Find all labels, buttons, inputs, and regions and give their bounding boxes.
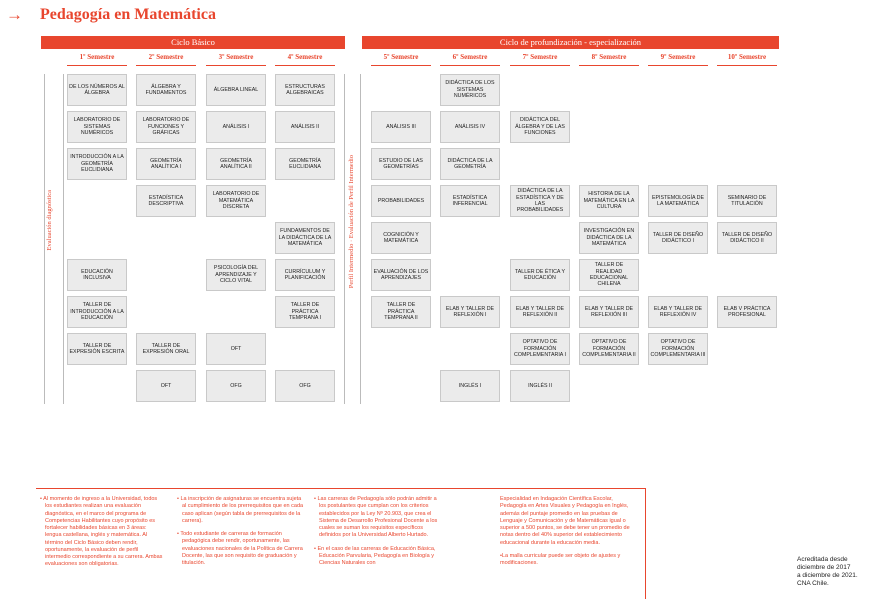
course-cell[interactable]: EDUCACIÓN INCLUSIVA (67, 259, 127, 291)
accreditation-line: diciembre de 2017 (797, 564, 851, 572)
course-cell[interactable]: INGLÉS II (510, 370, 570, 402)
page-title: Pedagogía en Matemática (40, 6, 216, 23)
course-cell[interactable]: ESTADÍSTICA INFERENCIAL (440, 185, 500, 217)
band-ciclo-profundizacion: Ciclo de profundización - especialización (362, 36, 779, 49)
course-cell[interactable]: CURRÍCULUM Y PLANIFICACIÓN (275, 259, 335, 291)
semester-header: 6º Semestre (452, 53, 488, 61)
course-cell[interactable]: EPISTEMOLOGÍA DE LA MATEMÁTICA (648, 185, 708, 217)
course-cell[interactable]: TALLER DE INTRODUCCIÓN A LA EDUCACIÓN (67, 296, 127, 328)
course-cell[interactable]: TALLER DE PRÁCTICA TEMPRANA II (371, 296, 431, 328)
accreditation-line: Acreditada desde (797, 556, 848, 563)
course-cell[interactable]: INTRODUCCIÓN A LA GEOMETRÍA EUCLIDIANA (67, 148, 127, 180)
arrow-right-icon[interactable]: → (6, 5, 23, 24)
course-cell[interactable]: EVALUACIÓN DE LOS APRENDIZAJES (371, 259, 431, 291)
notes-column-1 (40, 496, 164, 575)
accreditation-line: a diciembre de 2021. (797, 572, 858, 580)
course-cell[interactable]: TALLER DE ÉTICA Y EDUCACIÓN (510, 259, 570, 291)
course-cell[interactable]: TALLER DE EXPRESIÓN ORAL (136, 333, 196, 365)
note-text: • La inscripción de asignaturas se encuentra sujeta al cumplimiento de los prerrequisitos que en cada caso aplican (según tabla de prerrequisitos de la carrera). (177, 496, 304, 524)
course-cell[interactable]: ESTUDIO DE LAS GEOMETRÍAS (371, 148, 431, 180)
semester-header: 5º Semestre (383, 53, 419, 61)
course-cell[interactable]: TALLER DE DISEÑO DIDÁCTICO II (717, 222, 777, 254)
course-cell[interactable]: HISTORIA DE LA MATEMÁTICA EN LA CULTURA (579, 185, 639, 217)
note-text: • En el caso de las carreras de Educación Básica, Educación Parvularia, Pedagogía en Biología y Ciencias Naturales con (314, 545, 436, 566)
notes-column-2 (177, 496, 305, 573)
course-cell[interactable]: ESTRUCTURAS ALGEBRAICAS (275, 74, 335, 106)
course-cell[interactable]: DIDÁCTICA DE LA GEOMETRÍA (440, 148, 500, 180)
semester-header: 2º Semestre (148, 53, 184, 61)
course-cell[interactable]: OPTATIVO DE FORMACIÓN COMPLEMENTARIA III (648, 333, 708, 365)
course-cell[interactable]: ANÁLISIS I (206, 111, 266, 143)
semester-header: 10º Semestre (727, 53, 767, 61)
course-cell[interactable]: ANÁLISIS III (371, 111, 431, 143)
course-cell[interactable]: FUNDAMENTOS DE LA DIDÁCTICA DE LA MATEMÁTICA (275, 222, 335, 254)
semester-underline (579, 65, 639, 66)
course-cell[interactable]: ANÁLISIS IV (440, 111, 500, 143)
semester-underline (206, 65, 266, 66)
course-cell[interactable]: ELAB Y TALLER DE REFLEXIÓN IV (648, 296, 708, 328)
course-cell[interactable]: INVESTIGACIÓN EN DIDÁCTICA DE LA MATEMÁTICA (579, 222, 639, 254)
course-cell[interactable]: ESTADÍSTICA DESCRIPTIVA (136, 185, 196, 217)
course-cell[interactable]: ANÁLISIS II (275, 111, 335, 143)
semester-header: 9º Semestre (660, 53, 696, 61)
note-text: • Las carreras de Pedagogía sólo podrán admitir a los postulantes que cumplan con los criterios establecidos por la Ley Nº 20.903, que crea el Sistema de Desarrollo Profesional Docente a los cuales se suman los requisitos específicos definidos por la Universidad Alberto Hurtado. (314, 496, 438, 539)
course-cell[interactable]: OPTATIVO DE FORMACIÓN COMPLEMENTARIA II (579, 333, 639, 365)
course-cell[interactable]: ÁLGEBRA LINEAL (206, 74, 266, 106)
semester-underline (67, 65, 127, 66)
course-cell[interactable]: OFT (206, 333, 266, 365)
semester-header: 8º Semestre (591, 53, 627, 61)
course-cell[interactable]: OFT (136, 370, 196, 402)
semester-underline (371, 65, 431, 66)
semester-header: 7º Semestre (522, 53, 558, 61)
divider-line (360, 74, 361, 404)
note-text: • Todo estudiante de carreras de formación pedagógica debe rendir, oportunamente, las evaluaciones nacionales de la Política de Carrera Docente, las que son requisito de graduación y titulación. (177, 531, 303, 566)
course-cell[interactable]: TALLER DE DISEÑO DIDÁCTICO I (648, 222, 708, 254)
course-cell[interactable]: DE LOS NÚMEROS AL ÁLGEBRA (67, 74, 127, 106)
course-cell[interactable]: LABORATORIO DE SISTEMAS NUMÉRICOS (67, 111, 127, 143)
course-cell[interactable]: PROBABILIDADES (371, 185, 431, 217)
note-text: •La malla curricular puede ser objeto de ajustes y modificaciones. (500, 552, 621, 566)
semester-underline (136, 65, 196, 66)
semester-underline (440, 65, 500, 66)
note-text: Especialidad en Indagación Científica Escolar, Pedagogía en Artes Visuales y Pedagogía en Inglés, además del puntaje promedio en las pruebas de Lenguaje y Comunicación y de Matemáticas igual o superior a 500 puntos, se debe tener un promedio de notas dentro del 40% superior del establecimiento educacional durante la educación media. (500, 496, 630, 546)
course-cell[interactable]: DIDÁCTICA DE LOS SISTEMAS NUMÉRICOS (440, 74, 500, 106)
notes-column-3 (314, 496, 442, 573)
band-ciclo-basico: Ciclo Básico (41, 36, 345, 49)
course-cell[interactable]: ELAB Y TALLER DE REFLEXIÓN I (440, 296, 500, 328)
course-cell[interactable]: TALLER DE REALIDAD EDUCACIONAL CHILENA (579, 259, 639, 291)
semester-underline (648, 65, 708, 66)
course-cell[interactable]: ELAB Y TALLER DE REFLEXIÓN III (579, 296, 639, 328)
semester-underline (510, 65, 570, 66)
course-cell[interactable]: GEOMETRÍA EUCLIDIANA (275, 148, 335, 180)
divider-line (63, 74, 64, 404)
course-cell[interactable]: DIDÁCTICA DEL ÁLGEBRA Y DE LAS FUNCIONES (510, 111, 570, 143)
diagnostic-evaluation-label: Evaluación diagnóstica (46, 190, 53, 251)
notes-column-4 (500, 496, 638, 573)
semester-header: 1º Semestre (79, 53, 115, 61)
course-cell[interactable]: INGLÉS I (440, 370, 500, 402)
course-cell[interactable]: DIDÁCTICA DE LA ESTADÍSTICA Y DE LAS PROBABILIDADES (510, 185, 570, 217)
accreditation-line: CNA Chile. (797, 580, 829, 588)
course-cell[interactable]: LABORATORIO DE MATEMÁTICA DISCRETA (206, 185, 266, 217)
course-cell[interactable]: ÁLGEBRA Y FUNDAMENTOS (136, 74, 196, 106)
course-cell[interactable]: ELAB Y TALLER DE REFLEXIÓN II (510, 296, 570, 328)
intermediate-profile-label: Perfil Intermedio · Evaluación de Perfil Intermedio (348, 155, 355, 289)
course-cell[interactable]: LABORATORIO DE FUNCIONES Y GRÁFICAS (136, 111, 196, 143)
course-cell[interactable]: OFG (275, 370, 335, 402)
semester-underline (717, 65, 777, 66)
divider-line (344, 74, 345, 404)
course-cell[interactable]: OFG (206, 370, 266, 402)
course-cell[interactable]: GEOMETRÍA ANALÍTICA II (206, 148, 266, 180)
semester-header: 3º Semestre (218, 53, 254, 61)
course-cell[interactable]: SEMINARIO DE TITULACIÓN (717, 185, 777, 217)
course-cell[interactable]: COGNICIÓN Y MATEMÁTICA (371, 222, 431, 254)
course-cell[interactable]: TALLER DE PRÁCTICA TEMPRANA I (275, 296, 335, 328)
divider-line (44, 74, 45, 404)
semester-header: 4º Semestre (287, 53, 323, 61)
course-cell[interactable]: ELAB V PRÁCTICA PROFESIONAL (717, 296, 777, 328)
course-cell[interactable]: PSICOLOGÍA DEL APRENDIZAJE Y CICLO VITAL (206, 259, 266, 291)
accreditation-text (797, 556, 858, 589)
course-cell[interactable]: TALLER DE EXPRESIÓN ESCRITA (67, 333, 127, 365)
course-cell[interactable]: GEOMETRÍA ANALÍTICA I (136, 148, 196, 180)
course-cell[interactable]: OPTATIVO DE FORMACIÓN COMPLEMENTARIA I (510, 333, 570, 365)
note-text: • Al momento de ingreso a la Universidad, todos los estudiantes realizan una evaluación diagnóstica, en el marco del programa de Competencias Habilitantes cuyo propósito es fortalecer habilidades básicas en 3 áreas: lengua castellana, inglés y matemática. Al término del Ciclo Básico deben rendir, oportunamente, la evaluación de perfil intermedio correspondiente a su carrera. Ambas evaluaciones son obligatorias. (40, 496, 163, 568)
semester-underline (275, 65, 335, 66)
